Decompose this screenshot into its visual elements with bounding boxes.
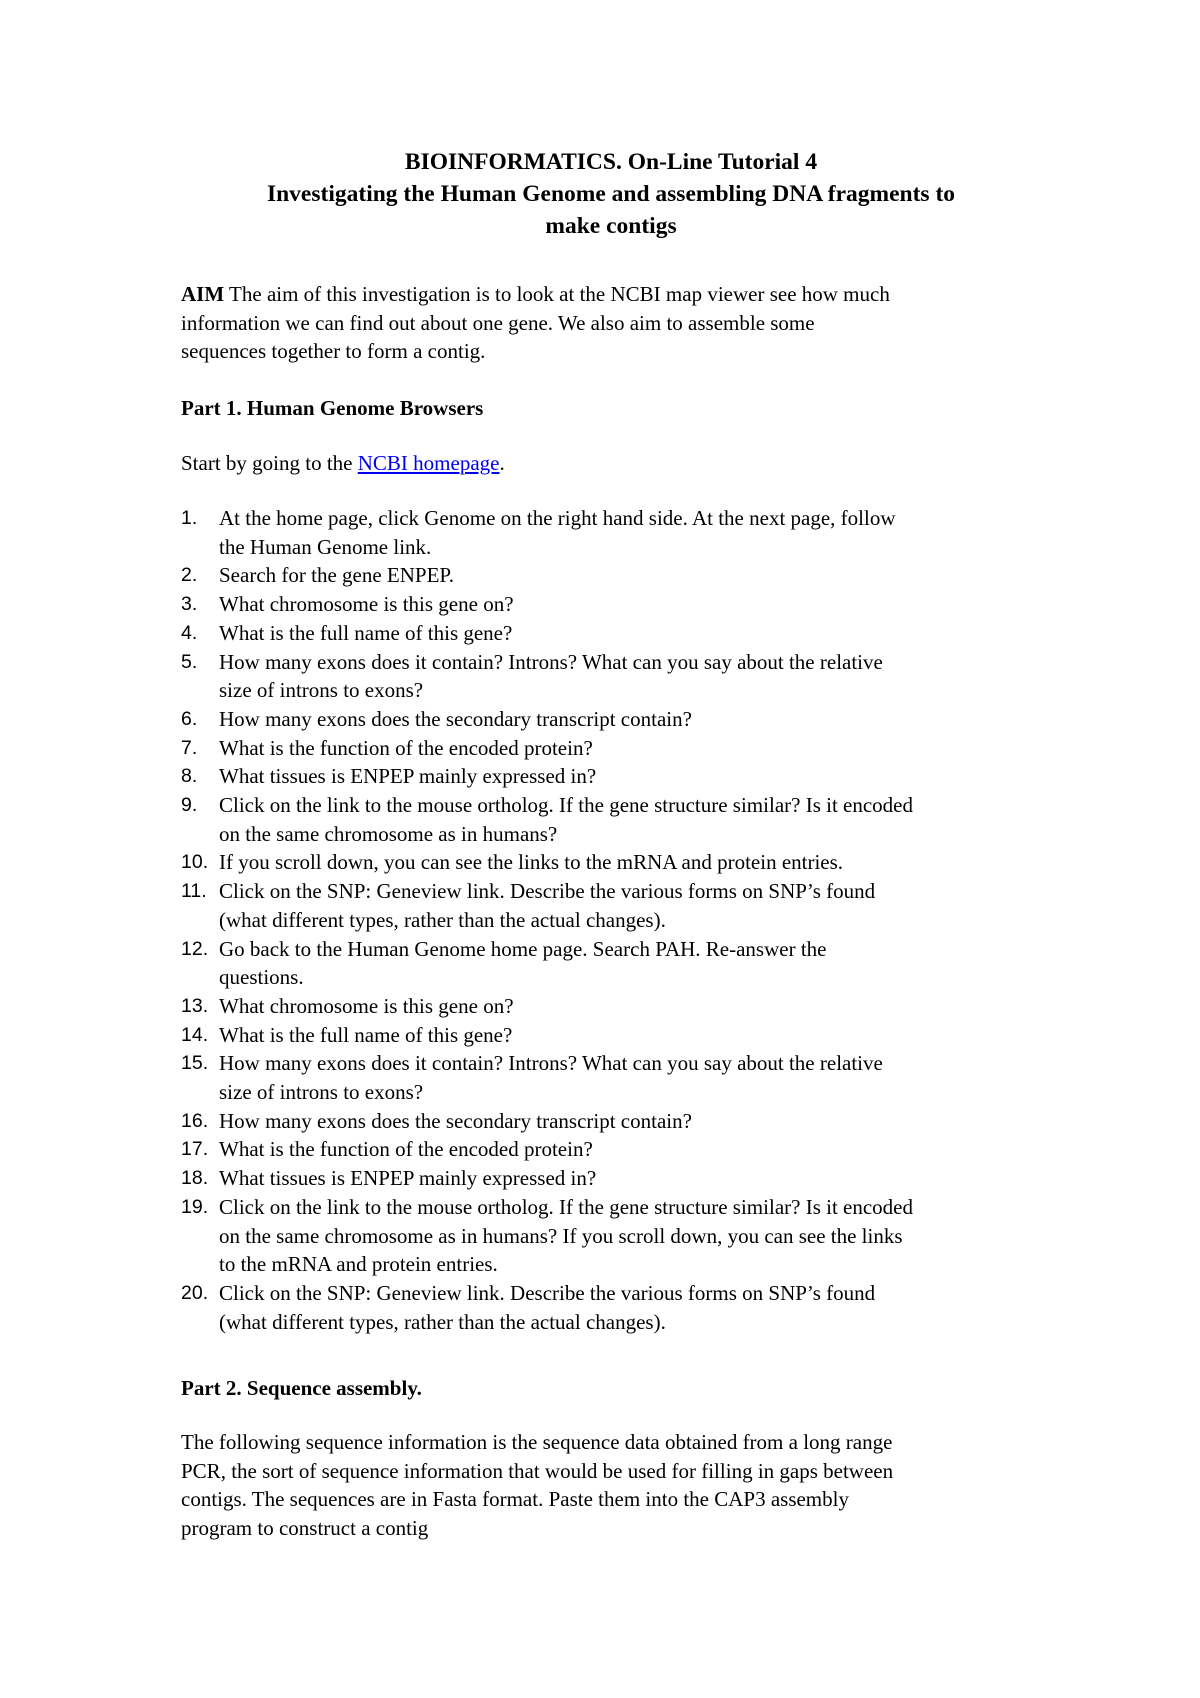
question-text-line: size of introns to exons? (219, 1080, 424, 1105)
question-text-line: What tissues is ENPEP mainly expressed in? (219, 764, 597, 789)
question-item (181, 648, 1041, 705)
question-number: 10. (181, 851, 209, 874)
question-number: 16. (181, 1109, 209, 1132)
question-text-line: (what different types, rather than the actual changes). (219, 1309, 666, 1334)
question-item (181, 762, 1041, 791)
question-text-line: How many exons does it contain? Introns? What can you say about the relative (219, 649, 883, 674)
question-item (181, 705, 1041, 734)
question-item (181, 1049, 1041, 1106)
question-text (219, 1021, 1041, 1050)
question-text-line: questions. (219, 965, 304, 990)
title-line-1: BIOINFORMATICS. On-Line Tutorial 4 (404, 149, 818, 175)
question-text-line: What is the function of the encoded protein? (219, 735, 593, 760)
question-text (219, 762, 1041, 791)
question-number: 5. (181, 650, 198, 673)
question-number: 6. (181, 707, 198, 730)
question-number: 3. (181, 593, 198, 616)
question-text-line: to the mRNA and protein entries. (219, 1252, 498, 1277)
question-text-line: What chromosome is this gene on? (219, 592, 514, 617)
part1-heading: Part 1. Human Genome Browsers (181, 396, 484, 420)
question-text-line: What is the full name of this gene? (219, 620, 513, 645)
aim-text-1: The aim of this investigation is to look at the NCBI map viewer see how much (224, 282, 890, 306)
question-item (181, 590, 1041, 619)
question-item (181, 1193, 1041, 1279)
question-text (219, 1107, 1041, 1136)
part2-line-1: The following sequence information is the sequence data obtained from a long range (181, 1430, 893, 1454)
question-number: 13. (181, 994, 209, 1017)
question-text-line: What tissues is ENPEP mainly expressed in? (219, 1166, 597, 1191)
question-number: 18. (181, 1167, 209, 1190)
start-prefix: Start by going to the (181, 451, 358, 475)
question-text (219, 504, 1041, 561)
question-number: 4. (181, 621, 198, 644)
question-text (219, 734, 1041, 763)
question-item (181, 1107, 1041, 1136)
question-number: 15. (181, 1052, 209, 1075)
question-list (181, 504, 1041, 1336)
question-item (181, 619, 1041, 648)
question-text-line: Click on the SNP: Geneview link. Describe the various forms on SNP’s found (219, 879, 876, 904)
question-item (181, 1279, 1041, 1336)
question-text-line: At the home page, click Genome on the right hand side. At the next page, follow (219, 506, 896, 530)
question-text-line: Click on the link to the mouse ortholog. If the gene structure similar? Is it encoded (219, 1194, 913, 1219)
question-number: 17. (181, 1138, 209, 1161)
question-text (219, 705, 1041, 734)
question-text-line: How many exons does the secondary transcript contain? (219, 706, 692, 731)
question-item (181, 1021, 1041, 1050)
part2-paragraph (181, 1428, 1041, 1542)
question-text-line: Go back to the Human Genome home page. Search PAH. Re-answer the (219, 936, 827, 961)
question-number: 2. (181, 564, 198, 587)
question-text-line: If you scroll down, you can see the links to the mRNA and protein entries. (219, 850, 844, 875)
part2-line-2: PCR, the sort of sequence information that would be used for filling in gaps between (181, 1458, 894, 1483)
question-text-line: on the same chromosome as in humans? If you scroll down, you can see the links (219, 1223, 903, 1248)
question-text (219, 1049, 1041, 1106)
question-text-line: (what different types, rather than the actual changes). (219, 907, 666, 932)
question-item (181, 992, 1041, 1021)
question-number: 11. (181, 880, 207, 903)
question-text (219, 877, 1041, 934)
question-text (219, 992, 1041, 1021)
start-suffix: . (499, 451, 505, 475)
question-text-line: What chromosome is this gene on? (219, 993, 514, 1018)
part2-line-3: contigs. The sequences are in Fasta format. Paste them into the CAP3 assembly (181, 1487, 849, 1511)
question-text (219, 1279, 1041, 1336)
question-item (181, 1164, 1041, 1193)
question-number: 12. (181, 937, 209, 960)
question-text-line: How many exons does the secondary transcript contain? (219, 1108, 692, 1133)
question-number: 14. (181, 1023, 209, 1046)
aim-paragraph (181, 280, 1041, 366)
aim-line-2: information we can find out about one gene. We also aim to assemble some (181, 310, 815, 335)
question-text-line: Click on the SNP: Geneview link. Describe the various forms on SNP’s found (219, 1280, 876, 1305)
question-text (219, 590, 1041, 619)
question-text (219, 619, 1041, 648)
question-number: 7. (181, 736, 198, 759)
question-number: 19. (181, 1195, 209, 1218)
document-title (181, 146, 1041, 242)
title-line-3: make contigs (545, 213, 677, 239)
question-item (181, 935, 1041, 992)
question-text-line: Search for the gene ENPEP. (219, 563, 455, 588)
question-text (219, 848, 1041, 877)
question-text-line: the Human Genome link. (219, 534, 432, 559)
question-item (181, 791, 1041, 848)
question-text-line: on the same chromosome as in humans? (219, 821, 558, 846)
question-item (181, 504, 1041, 561)
question-item (181, 848, 1041, 877)
question-text (219, 1164, 1041, 1193)
question-text-line: How many exons does it contain? Introns? What can you say about the relative (219, 1051, 883, 1076)
ncbi-homepage-link[interactable]: NCBI homepage (357, 451, 500, 475)
question-text (219, 935, 1041, 992)
question-number: 1. (181, 507, 198, 529)
question-text (219, 648, 1041, 705)
question-text-line: What is the full name of this gene? (219, 1022, 513, 1047)
aim-label: AIM (181, 282, 225, 306)
question-number: 8. (181, 765, 198, 788)
question-text (219, 1135, 1041, 1164)
aim-line-1 (181, 280, 1041, 309)
question-item (181, 1135, 1041, 1164)
title-line-2: Investigating the Human Genome and assembling DNA fragments to (266, 181, 956, 207)
question-text (219, 561, 1041, 590)
question-item (181, 877, 1041, 934)
question-item (181, 561, 1041, 590)
question-text (219, 791, 1041, 848)
question-text-line: What is the function of the encoded protein? (219, 1137, 593, 1162)
start-instruction (181, 449, 505, 478)
question-number: 9. (181, 794, 198, 817)
question-text (219, 1193, 1041, 1279)
aim-line-3: sequences together to form a contig. (181, 339, 486, 363)
question-text-line: Click on the link to the mouse ortholog. If the gene structure similar? Is it encoded (219, 793, 913, 818)
part2-heading: Part 2. Sequence assembly. (181, 1376, 422, 1400)
part2-line-4: program to construct a contig (181, 1515, 429, 1540)
question-text-line: size of introns to exons? (219, 678, 424, 703)
question-number: 20. (181, 1281, 209, 1304)
question-item (181, 734, 1041, 763)
